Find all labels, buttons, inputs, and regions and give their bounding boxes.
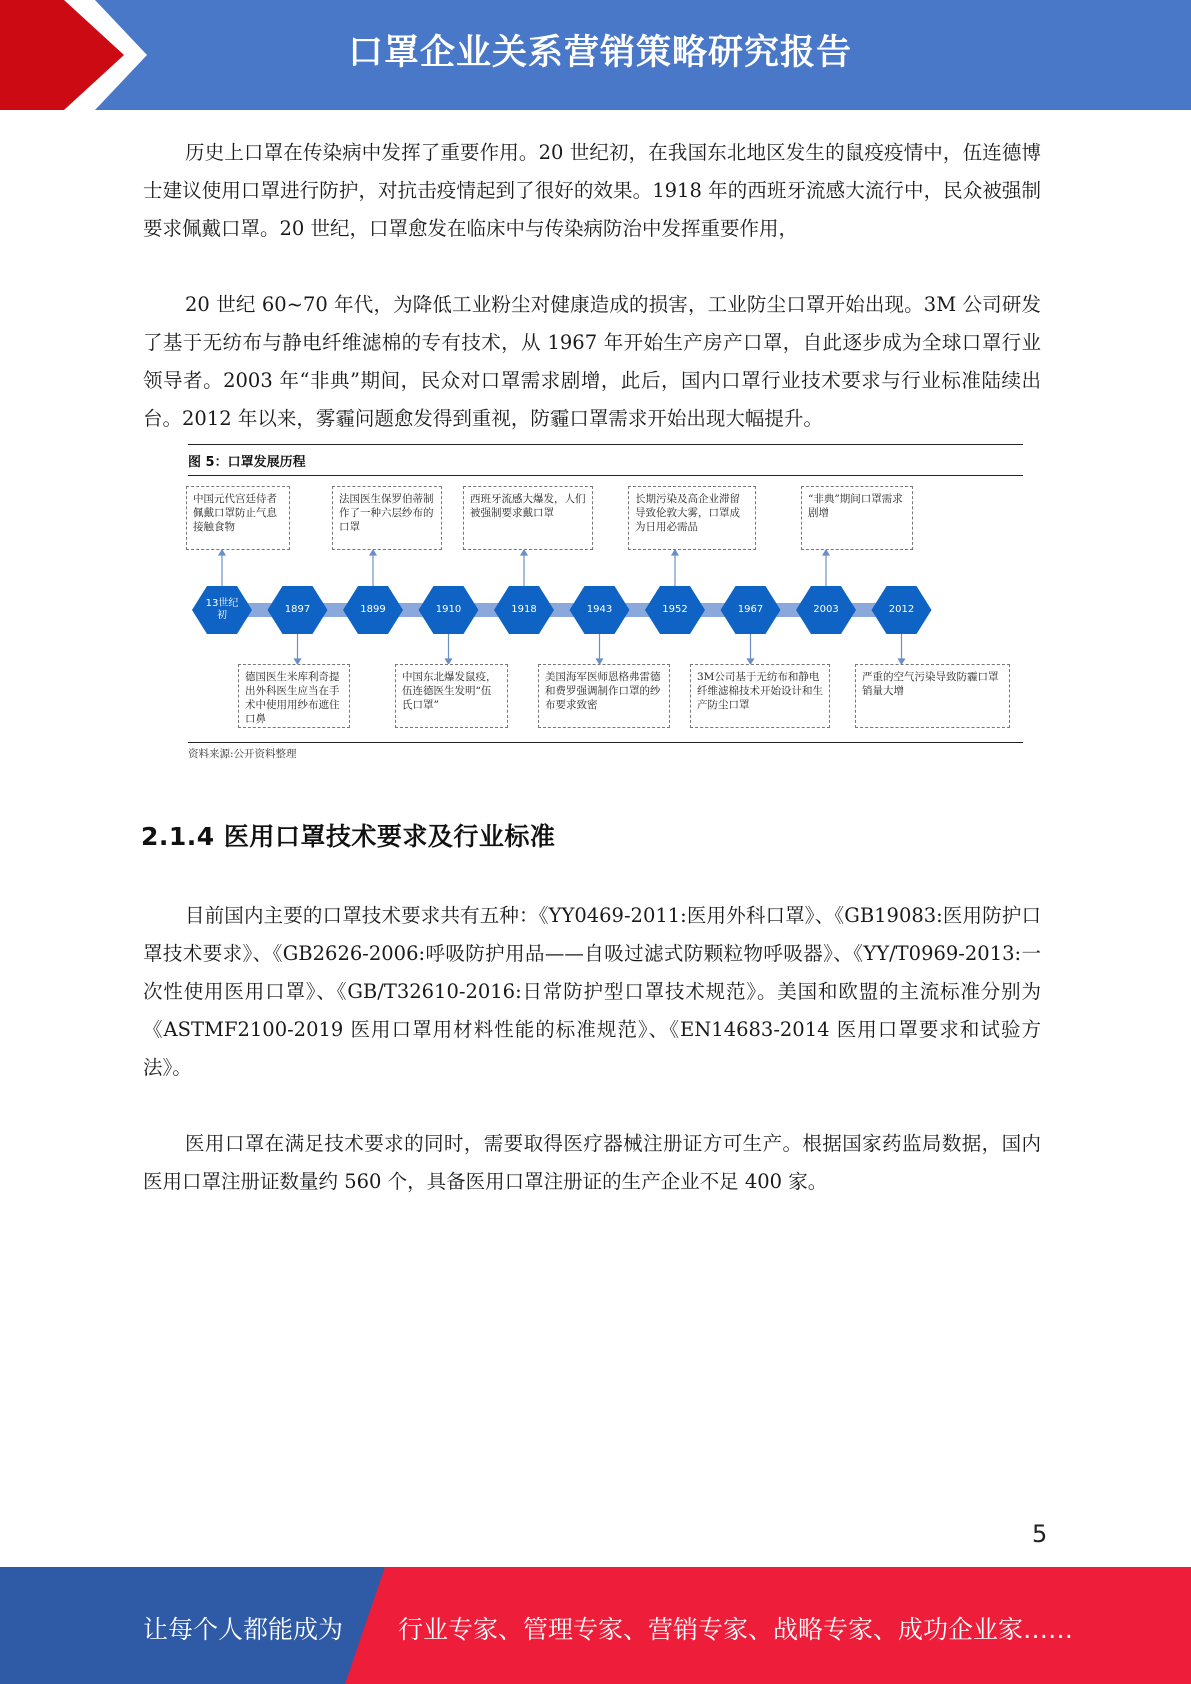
event-box-bottom-1: 德国医生米库利奇提出外科医生应当在手术中使用用纱布遮住口鼻 — [238, 664, 350, 728]
timeline-node-label: 1918 — [511, 604, 537, 615]
connector-top-2-arrow — [370, 550, 376, 555]
footer-slogan-right: 行业专家、管理专家、营销专家、战略专家、成功企业家…… — [398, 1615, 1074, 1644]
paragraph-standards: 目前国内主要的口罩技术要求共有五种：《YY0469-2011:医用外科口罩》、《GB19083:医用防护口罩技术要求》、《GB2626-2006:呼吸防护用品——自吸过滤式防颗粒物呼吸器》、《YY/T0969-2013:一次性使用医用口罩》、《GB/T32610-2016:日常防护型口罩技术规范》。美国和欧盟的主流标准分别为《ASTMF2100-2019 医用口罩用材料性能的标准规范》、《EN14683-2014 医用口罩要求和试验方法》。 — [143, 904, 1041, 1079]
paragraph-history: 历史上口罩在传染病中发挥了重要作用。20 世纪初，在我国东北地区发生的鼠疫疫情中，伍连德博士建议使用口罩进行防护，对抗击疫情起到了很好的效果。1918 年的西班牙流感大流行中，民众被强制要求佩戴口罩。20 世纪，口罩愈发在临床中与传染病防治中发挥重要作用， — [143, 141, 1041, 240]
section-heading: 2.1.4 医用口罩技术要求及行业标准 — [141, 822, 556, 851]
timeline-node-label: 2012 — [888, 604, 915, 615]
timeline-node-label: 1952 — [662, 604, 688, 615]
timeline-node-label: 1899 — [360, 604, 386, 615]
event-box-bottom-3: 美国海军医师恩格弗雷德和费罗强调制作口罩的纱布要求致密 — [538, 664, 670, 728]
page-number: 5 — [1032, 1520, 1048, 1548]
timeline-node-label: 1943 — [586, 604, 613, 615]
paragraph-industrial: 20 世纪 60~70 年代，为降低工业粉尘对健康造成的损害，工业防尘口罩开始出现。3M 公司研发了基于无纺布与静电纤维滤棉的专有技术，从 1967 年开始生产房产口罩，自此逐步成为全球口罩行业领导者。2003 年“非典”期间，民众对口罩需求剧增，此后，国内口罩行业技术要求与行业标准陆续出台。2012 年以来，雾霾问题愈发得到重视，防霾口罩需求开始出现大幅提升。 — [143, 293, 1041, 430]
event-box-bottom-5: 严重的空气污染导致防霾口罩销量大增 — [855, 664, 1010, 728]
connector-top-3-arrow — [521, 550, 527, 555]
timeline-node-label: 1897 — [284, 604, 311, 615]
paragraph-registration: 医用口罩在满足技术要求的同时，需要取得医疗器械注册证方可生产。根据国家药监局数据，国内医用口罩注册证数量约 560 个，具备医用口罩注册证的生产企业不足 400 家。 — [143, 1132, 1041, 1193]
timeline-node-label: 1910 — [435, 604, 462, 615]
connector-top-4-arrow — [672, 550, 678, 555]
event-box-bottom-4: 3M公司基于无纺布和静电纤维滤棉技术开始设计和生产防尘口罩 — [690, 664, 830, 728]
event-box-top-1: 中国元代宫廷侍者佩戴口罩防止气息接触食物 — [186, 486, 290, 550]
report-title: 口罩企业关系营销策略研究报告 — [347, 33, 852, 73]
page-footer — [0, 1567, 1191, 1684]
event-box-top-5: “非典”期间口罩需求剧增 — [801, 486, 913, 550]
figure-bottom-rule — [188, 742, 1023, 743]
page-header — [0, 0, 1191, 110]
figure-caption: 图 5：口罩发展历程 — [188, 455, 306, 470]
timeline-node-label: 13世纪初 — [205, 598, 239, 621]
timeline-node-label: 2003 — [813, 604, 839, 615]
footer-slogan-left: 让每个人都能成为 — [143, 1615, 344, 1644]
figure-source: 资料来源:公开资料整理 — [188, 748, 297, 760]
connector-top-1-arrow — [219, 550, 225, 555]
timeline-node-label: 1967 — [737, 604, 764, 615]
connector-top-5-arrow — [823, 550, 829, 555]
event-box-top-2: 法国医生保罗伯蒂制作了一种六层纱布的口罩 — [332, 486, 442, 550]
event-box-top-3: 西班牙流感大爆发，人们被强制要求戴口罩 — [463, 486, 593, 550]
event-box-bottom-2: 中国东北爆发鼠疫，伍连德医生发明“伍氏口罩” — [395, 664, 508, 728]
figure-mask-timeline — [188, 444, 1023, 764]
event-box-top-4: 长期污染及高企业滞留导致伦敦大雾，口罩成为日用必需品 — [628, 486, 756, 550]
